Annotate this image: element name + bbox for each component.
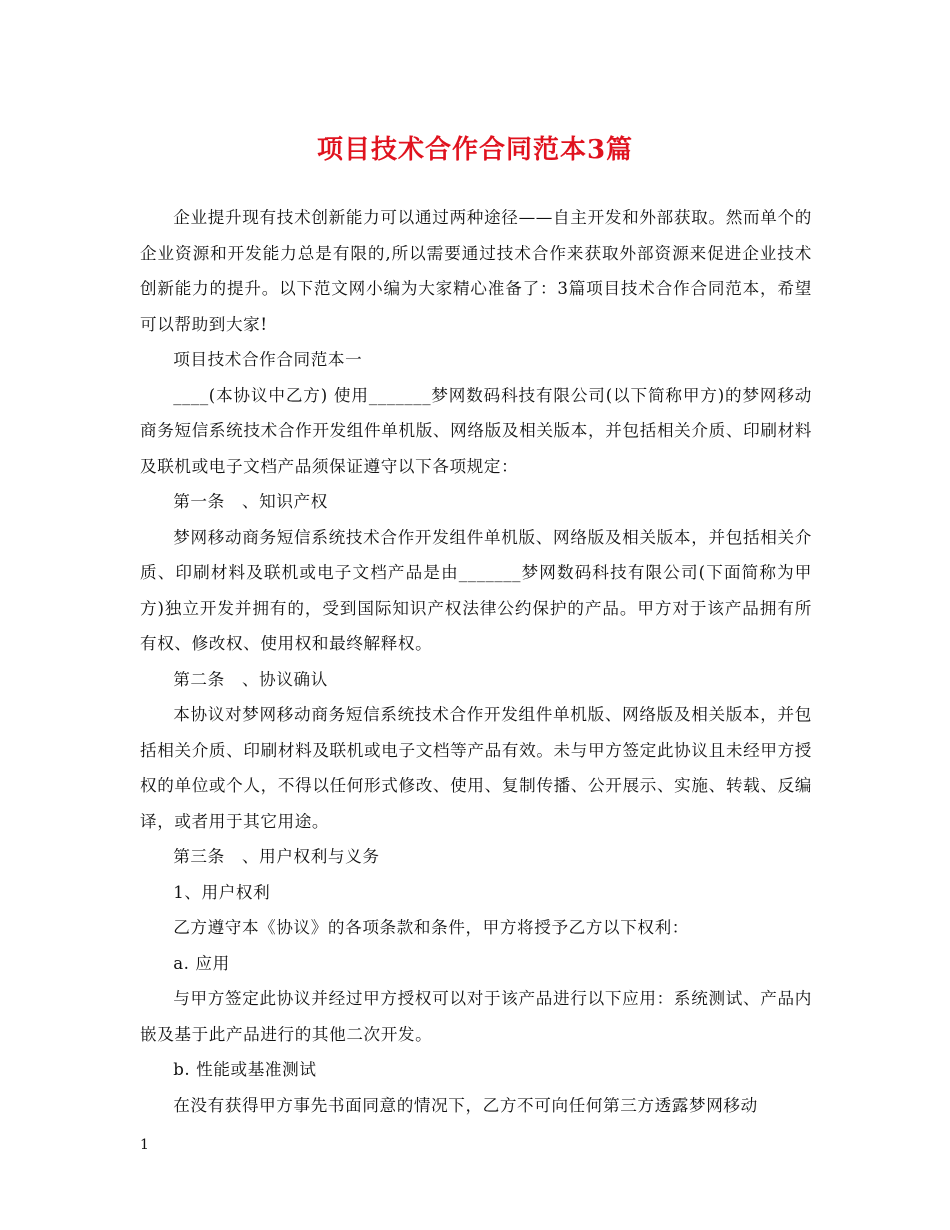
document-title: 项目技术合作合同范本3篇 bbox=[316, 135, 634, 165]
paragraph-intro: 企业提升现有技术创新能力可以通过两种途径——自主开发和外部获取。然而单个的企业资源和开发能力总是有限的,所以需要通过技术合作来获取外部资源来促进企业技术创新能力的提升。以下范文网小编为大家精心准备了：3篇项目技术合作合同范本，希望可以帮助到大家! bbox=[140, 208, 812, 334]
page-number: 1 bbox=[140, 1137, 149, 1153]
paragraph-rights-intro: 乙方遵守本《协议》的各项条款和条件，甲方将授予乙方以下权利： bbox=[173, 918, 689, 937]
paragraph-confirmation: 本协议对梦网移动商务短信系统技术合作开发组件单机版、网络版及相关版本，并包括相关介质、印刷材料及联机或电子文档等产品有效。未与甲方签定此协议且未经甲方授权的单位或个人，不得以任何形式修改、使用、复制传播、公开展示、实施、转载、反编译，或者用于其它用途。 bbox=[140, 705, 812, 831]
paragraph-testing: 在没有获得甲方事先书面同意的情况下，乙方不可向任何第三方透露梦网移动 bbox=[173, 1095, 758, 1115]
section-heading-contract-one: 项目技术合作合同范本一 bbox=[173, 350, 363, 369]
article-heading-2: 第二条 、协议确认 bbox=[173, 669, 328, 689]
item-heading-a: a. 应用 bbox=[173, 953, 230, 973]
article-heading-1: 第一条 、知识产权 bbox=[173, 492, 328, 511]
item-heading-b: b. 性能或基准测试 bbox=[173, 1060, 317, 1079]
subheading-user-rights: 1、用户权利 bbox=[173, 882, 271, 902]
article-heading-3: 第三条 、用户权利与义务 bbox=[173, 847, 380, 866]
paragraph-application: 与甲方签定此协议并经过甲方授权可以对于该产品进行以下应用：系统测试、产品内嵌及基于此产品进行的其他二次开发。 bbox=[140, 989, 812, 1044]
document-body bbox=[140, 200, 812, 1123]
paragraph-parties: ____(本协议中乙方) 使用_______梦网数码科技有限公司(以下简称甲方)的梦网移动商务短信系统技术合作开发组件单机版、网络版及相关版本，并包括相关介质、印刷材料及联机或电子文档产品须保证遵守以下各项规定： bbox=[140, 385, 812, 476]
paragraph-ip: 梦网移动商务短信系统技术合作开发组件单机版、网络版及相关版本，并包括相关介质、印刷材料及联机或电子文档产品是由_______梦网数码科技有限公司(下面简称为甲方)独立开发并拥有的，受到国际知识产权法律公约保护的产品。甲方对于该产品拥有所有权、修改权、使用权和最终解释权。 bbox=[140, 527, 812, 653]
